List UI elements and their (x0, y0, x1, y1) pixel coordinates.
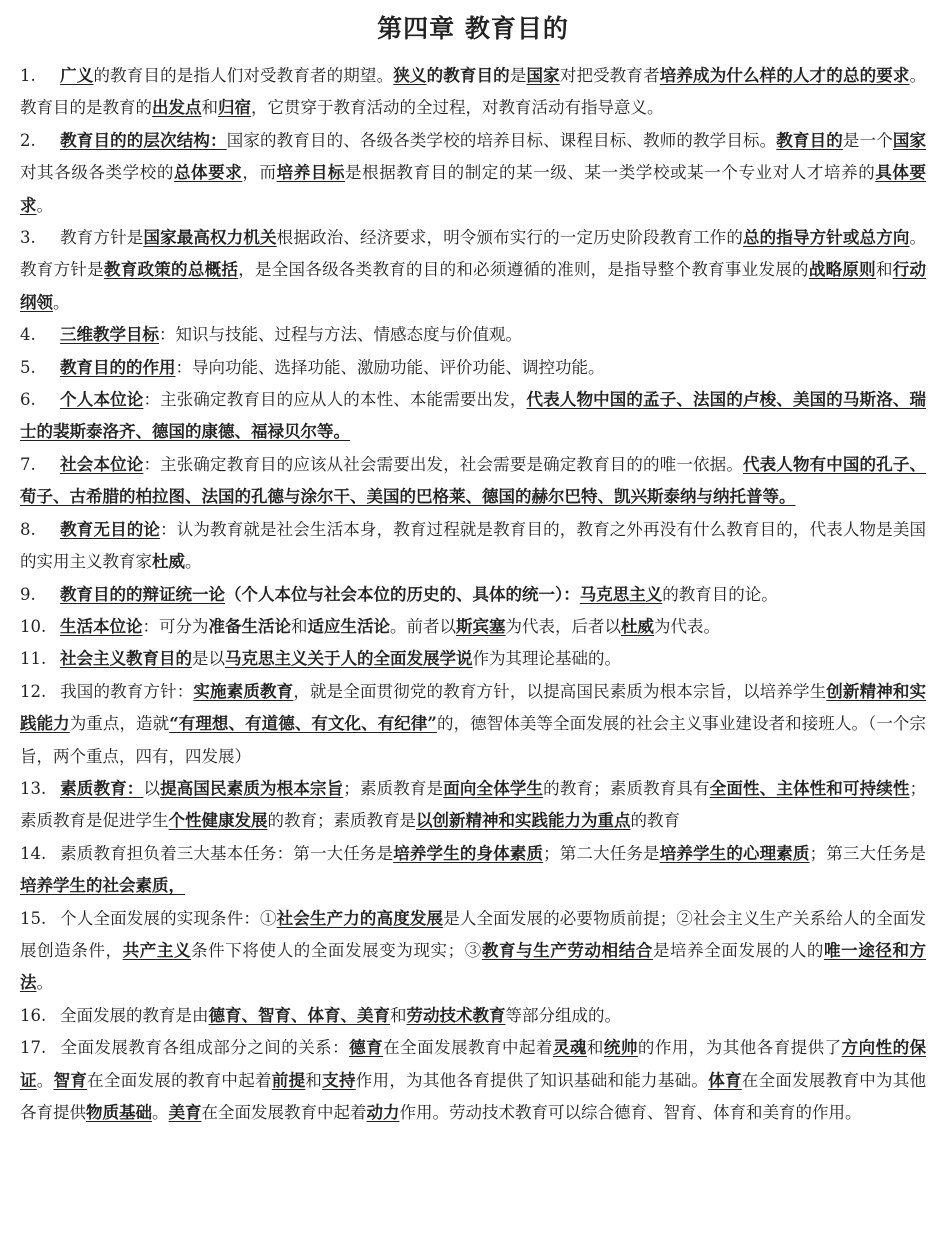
key-term: 培养学生的社会素质， (20, 876, 185, 896)
list-item (20, 1032, 926, 1129)
text-segment: 。前者以 (390, 616, 456, 636)
text-segment: ：认为教育就是社会生活本身，教育过程就是教育目的，教育之外再没有什么教育目的，代表人物是美国的实用主义教育家 (20, 519, 927, 572)
key-term: 广义 (60, 66, 94, 85)
text-segment: 。 (152, 1103, 169, 1122)
text-segment: ，就是全面贯彻党的教育方针，以提高国民素质为根本宗旨，以培养学生 (293, 681, 827, 701)
key-term: 社会本位论 (60, 454, 144, 474)
text-segment: 和 (291, 616, 308, 636)
key-term: 培养目标 (276, 163, 346, 183)
key-term: 提高国民素质为根本宗旨 (160, 778, 344, 798)
item-number: 10. (20, 616, 47, 636)
key-term: 社会主义教育目的 (60, 649, 192, 669)
list-item (20, 838, 926, 903)
key-term: 归宿 (218, 98, 251, 118)
key-term: 适应生活论 (307, 616, 390, 636)
list-item (20, 611, 926, 643)
text-segment: 。 (36, 195, 53, 215)
key-term: 生活本位论 (60, 616, 143, 636)
key-term: 智育 (53, 1070, 88, 1090)
text-segment: 条件下将使人的全面发展变为现实；③ (191, 940, 482, 960)
list-item (20, 125, 926, 222)
text-segment: 为代表。 (654, 616, 720, 636)
text-segment: 对其各级各类学校的 (20, 163, 174, 183)
text-segment: 全面发展的教育是由 (60, 1005, 209, 1025)
text-segment: 在全面发展教育中为其他各育提供 (20, 1070, 927, 1122)
key-term: 培养学生的心理素质 (659, 843, 810, 863)
text-segment: 是人全面发展的必要物质前提；②社会主义生产关系给人的全面发展创造条件， (20, 908, 927, 960)
key-term: 行动纲领 (20, 260, 927, 312)
key-term: 三维教学目标 (60, 325, 159, 345)
key-term: 的教育目的 (426, 66, 510, 85)
item-number: 6. (20, 390, 36, 410)
text-segment: ，是全国各级各类教育的目的和必须遵循的准则，是指导整个教育事业发展的 (238, 260, 809, 280)
text-segment: 在全面发展教育中起着 (201, 1103, 367, 1122)
text-segment: 作为其理论基础的。 (472, 649, 621, 669)
text-segment: 。 (185, 552, 202, 572)
item-number: 2. (20, 130, 36, 150)
key-term: 国家 (892, 130, 927, 150)
list-item (20, 579, 926, 611)
text-segment: 的教育目的是指人们对受教育者的期望。 (93, 66, 394, 85)
text-segment: 和 (390, 1005, 407, 1025)
list-item (20, 676, 926, 773)
text-segment: ，而 (242, 163, 277, 183)
item-number: 8. (20, 519, 36, 539)
key-term: 教育目的的作用 (60, 357, 176, 377)
key-term: 共产主义 (122, 940, 192, 960)
key-term: 灵魂 (552, 1038, 587, 1058)
key-term: 体育 (708, 1070, 742, 1090)
key-term: 动力 (366, 1103, 400, 1122)
key-term: 创新精神和实践能力 (20, 681, 927, 734)
text-segment: 。 (36, 973, 53, 993)
list-item (20, 643, 926, 675)
text-segment: 的教育；素质教育是 (267, 811, 416, 831)
key-term: 个性健康发展 (168, 811, 268, 831)
list-item (20, 222, 926, 319)
text-segment: 和 (875, 260, 893, 280)
key-term: 教育政策的总概括 (103, 260, 239, 280)
list-item (20, 449, 926, 514)
key-term: 以创新精神和实践能力为重点 (416, 811, 631, 831)
text-segment: ；素质教育是促进学生 (20, 778, 927, 831)
item-number: 15. (20, 908, 47, 928)
text-segment: ：导向功能、选择功能、激励功能、评价功能、调控功能。 (175, 357, 605, 377)
text-segment: 和 (586, 1038, 604, 1058)
text-segment: 素质教育担负着三大基本任务：第一大任务是 (60, 843, 394, 863)
key-term: 全面性、主体性和可持续性 (709, 778, 910, 798)
text-segment: 为重点，造就 (69, 714, 170, 734)
key-term: 素质教育： (60, 778, 144, 798)
key-term: 杜威 (152, 552, 185, 572)
list-item (20, 514, 926, 579)
key-term: 战略原则 (808, 260, 876, 280)
key-term: 教育与生产劳动相结合 (481, 940, 653, 960)
key-term: 总的指导方针或总方向 (742, 228, 910, 248)
text-segment: 以 (143, 778, 161, 798)
text-segment: 的教育目的论。 (662, 584, 778, 604)
key-term: 杜威 (621, 616, 654, 636)
text-segment: ：主张确定教育目的应该从社会需要出发，社会需要是确定教育目的的唯一依据。 (143, 454, 743, 474)
text-segment: 的作用，为其他各育提供了 (637, 1038, 842, 1058)
key-term: 劳动技术教育 (406, 1005, 506, 1025)
text-segment: ：主张确定教育目的应从人的本性、本能需要出发， (143, 390, 527, 410)
text-segment: 。 (53, 292, 70, 312)
text-segment: ；第二大任务是 (543, 843, 660, 863)
key-term: 德育、智育、体育、美育 (208, 1005, 390, 1025)
text-segment: 。教育目的是教育的 (20, 66, 927, 118)
text-segment: 作用。劳动技术教育可以综合德育、智育、体育和美育的作用。 (399, 1103, 862, 1122)
text-segment: 对把受教育者 (559, 66, 660, 85)
text-segment: 根据政治、经济要求，明令颁布实行的一定历史阶段教育工作的 (276, 228, 743, 248)
list-item (20, 352, 926, 384)
list-item (20, 60, 926, 125)
item-number: 7. (20, 454, 36, 474)
text-segment: 我国的教育方针： (60, 681, 194, 701)
text-segment: ，它贯穿于教育活动的全过程，对教育活动有指导意义。 (251, 98, 664, 118)
list-item (20, 384, 926, 449)
key-term: 前提 (271, 1070, 306, 1090)
text-segment: 在全面发展教育中起着 (383, 1038, 553, 1058)
key-term: 统帅 (603, 1038, 638, 1058)
item-number: 17. (20, 1038, 47, 1058)
key-term: （个人本位与社会本位的历史的、具体的统一）： (225, 584, 580, 604)
key-term: 美育 (168, 1103, 202, 1122)
chapter-title: 第四章 教育目的 (377, 14, 569, 43)
key-term: 狭义 (393, 66, 427, 85)
text-segment: ：知识与技能、过程与方法、情感态度与价值观。 (159, 325, 522, 345)
text-segment: 的教育；素质教育具有 (543, 778, 710, 798)
item-number: 5. (20, 357, 36, 377)
key-term: “有理想、有道德、有文化、有纪律” (169, 714, 437, 734)
key-term: 出发点 (152, 98, 202, 118)
text-segment: 和 (305, 1070, 323, 1090)
key-term: 物质基础 (86, 1103, 152, 1122)
key-term: 培养学生的身体素质 (393, 843, 544, 863)
list-item (20, 319, 926, 351)
text-segment: 个人全面发展的实现条件：① (60, 908, 277, 928)
key-term: 具体要求 (20, 163, 927, 215)
item-number: 9. (20, 584, 36, 604)
text-segment: 等部分组成的。 (505, 1005, 621, 1025)
item-number: 11. (20, 649, 47, 669)
text-segment: 全面发展教育各组成部分之间的关系： (60, 1038, 350, 1058)
item-number: 12. (20, 681, 47, 701)
item-number: 3. (20, 228, 36, 248)
key-term: 教育目的 (776, 130, 843, 150)
key-term: 马克思主义关于人的全面发展学说 (225, 649, 473, 669)
text-segment: 教育方针是 (60, 228, 144, 248)
list-item (20, 903, 926, 1000)
key-term: 代表人物有中国的孔子、荀子、古希腊的柏拉图、法国的孔德与涂尔干、美国的巴格莱、德国的赫尔巴特、凯兴斯泰纳与纳托普等。 (20, 454, 927, 507)
key-term: 实施素质教育 (193, 681, 294, 701)
key-term: 支持 (322, 1070, 356, 1090)
text-segment: 国家的教育目的、各级各类学校的培养目标、课程目标、教师的教学目标。 (226, 130, 777, 150)
key-term: 培养成为什么样的人才的总的要求 (659, 66, 910, 85)
text-segment: ；素质教育是 (343, 778, 444, 798)
key-term: 唯一途径和方法 (20, 940, 927, 993)
key-term: 社会生产力的高度发展 (276, 908, 444, 928)
key-term: 总体要求 (173, 163, 243, 183)
key-term: 斯宾塞 (456, 616, 506, 636)
text-segment: 和 (201, 98, 218, 118)
key-term: 德育 (349, 1038, 384, 1058)
list-item (20, 1000, 926, 1032)
item-number: 16. (20, 1005, 47, 1025)
text-segment: 。教育方针是 (20, 228, 927, 280)
text-segment: 是一个 (842, 130, 893, 150)
key-term: 方向性的保证 (20, 1038, 927, 1090)
key-term: 国家最高权力机关 (143, 228, 277, 248)
item-number: 1. (20, 66, 36, 85)
text-segment: 是 (509, 66, 527, 85)
item-number: 4. (20, 325, 36, 345)
key-term: 马克思主义 (579, 584, 663, 604)
text-segment: 是培养全面发展的人的 (652, 940, 825, 960)
list-item (20, 773, 926, 838)
text-segment: 的教育 (630, 811, 680, 831)
text-segment: ；第三大任务是 (809, 843, 927, 863)
key-term: 个人本位论 (60, 390, 144, 410)
text-segment: 的，德智体美等全面发展的社会主义事业建设者和接班人。（一个宗旨，两个重点，四有，四发展） (20, 714, 927, 766)
item-number: 14. (20, 843, 47, 863)
key-term: 教育目的的辩证统一论 (60, 584, 225, 604)
text-segment: ：可分为 (142, 616, 209, 636)
item-list (20, 60, 926, 1129)
key-term: 国家 (526, 66, 560, 85)
text-segment: 。 (36, 1070, 54, 1090)
text-segment: 为代表，后者以 (505, 616, 621, 636)
key-term: 面向全体学生 (443, 778, 544, 798)
key-term: 教育无目的论 (60, 519, 161, 539)
key-term: 准备生活论 (208, 616, 291, 636)
text-segment: 作用，为其他各育提供了知识基础和能力基础。 (355, 1070, 709, 1090)
key-term: 代表人物中国的孟子、法国的卢梭、美国的马斯洛、瑞士的裴斯泰洛齐、德国的康德、福禄贝尔等。 (20, 390, 927, 442)
text-segment: 在全面发展的教育中起着 (87, 1070, 272, 1090)
key-term: 教育目的的层次结构： (60, 130, 227, 150)
text-segment: 是根据教育目的制定的某一级、某一类学校或某一个专业对人才培养的 (345, 163, 876, 183)
item-number: 13. (20, 778, 47, 798)
text-segment: 是以 (192, 649, 225, 669)
